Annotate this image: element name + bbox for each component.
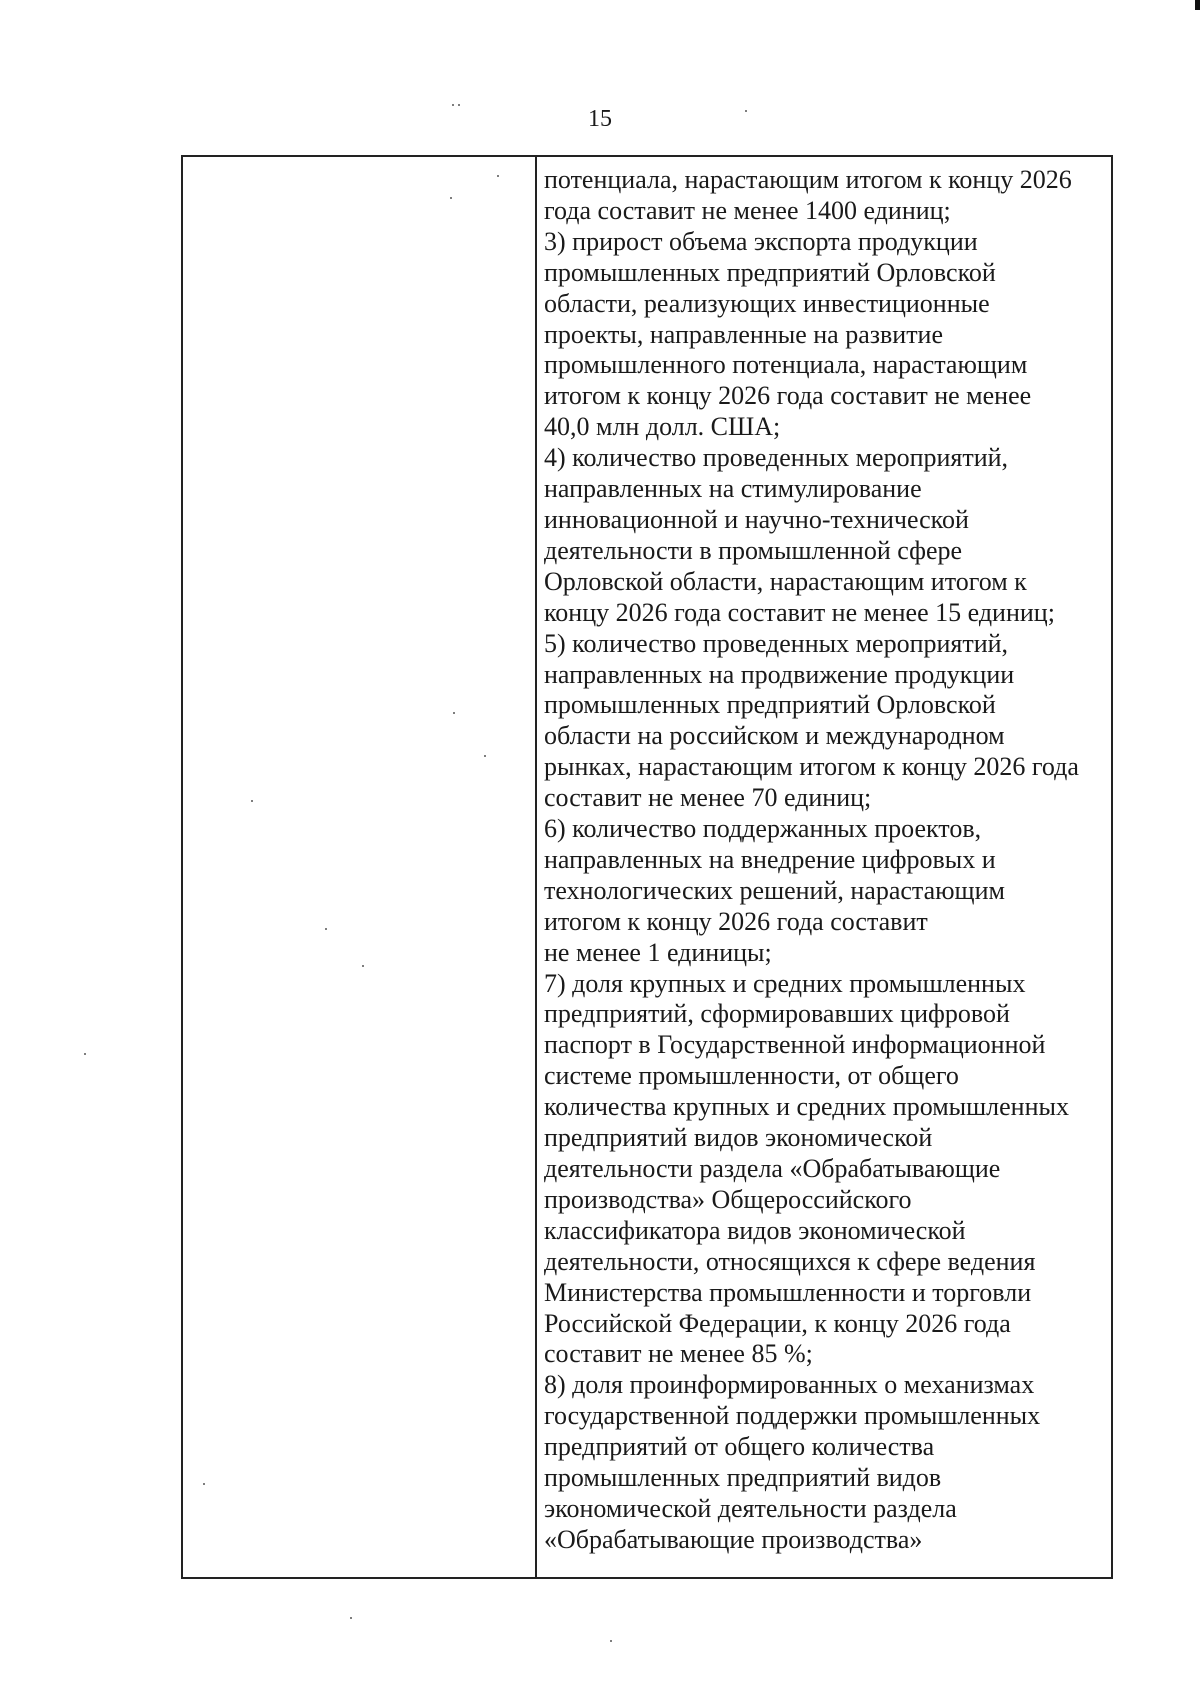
text-line: Министерства промышленности и торговли	[544, 1277, 1032, 1307]
table-cell-right	[537, 157, 1111, 1577]
text-line: проекты, направленные на развитие	[544, 319, 944, 349]
table-cell-left	[183, 157, 537, 1577]
scan-speck	[325, 928, 327, 930]
text-line: потенциала, нарастающим итогом к концу 2026	[544, 165, 1072, 194]
scan-speck	[450, 197, 452, 199]
text-line: Орловской области, нарастающим итогом к	[544, 566, 1027, 596]
text-line: концу 2026 года составит не менее 15 единиц;	[544, 597, 1055, 627]
scan-speck	[362, 965, 364, 967]
text-line: инновационной и научно-технической	[544, 504, 969, 534]
scan-speck	[458, 104, 460, 106]
text-line: деятельности, относящихся к сфере ведения	[544, 1246, 1036, 1276]
document-table	[181, 155, 1113, 1579]
scan-speck	[84, 1053, 86, 1055]
text-line: промышленных предприятий видов	[544, 1463, 942, 1493]
text-line: производства» Общероссийского	[544, 1184, 912, 1214]
text-line: системе промышленности, от общего	[544, 1061, 959, 1091]
text-line: классификатора видов экономической	[544, 1215, 966, 1245]
text-line: итогом к концу 2026 года составит не менее	[544, 381, 1032, 411]
text-line: 7) доля крупных и средних промышленных	[544, 968, 1026, 998]
text-line: составит не менее 70 единиц;	[544, 783, 872, 813]
scan-speck	[745, 110, 747, 112]
text-line: 5) количество проведенных мероприятий,	[544, 628, 1009, 658]
text-line: предприятий видов экономической	[544, 1123, 933, 1153]
scan-speck	[484, 755, 486, 757]
scan-speck	[350, 1617, 352, 1619]
text-line: 6) количество поддержанных проектов,	[544, 814, 982, 844]
text-line: промышленных предприятий Орловской	[544, 690, 996, 720]
text-line: государственной поддержки промышленных	[544, 1401, 1041, 1431]
text-line: экономической деятельности раздела	[544, 1493, 957, 1523]
text-line: области, реализующих инвестиционные	[544, 288, 990, 318]
scan-speck	[452, 104, 454, 106]
scan-speck	[203, 1483, 205, 1485]
text-line: промышленных предприятий Орловской	[544, 257, 996, 287]
text-line: Российской Федерации, к концу 2026 года	[544, 1308, 1011, 1338]
text-line: не менее 1 единицы;	[544, 937, 772, 967]
text-line: рынках, нарастающим итогом к концу 2026 года	[544, 752, 1079, 782]
text-line: 4) количество проведенных мероприятий,	[544, 443, 1009, 473]
text-line: предприятий от общего количества	[544, 1432, 935, 1462]
text-line: 3) прирост объема экспорта продукции	[544, 226, 978, 256]
text-line: 8) доля проинформированных о механизмах	[544, 1370, 1035, 1400]
text-line: предприятий, сформировавших цифровой	[544, 999, 1010, 1029]
text-line: года составит не менее 1400 единиц;	[544, 195, 951, 225]
text-line: деятельности раздела «Обрабатывающие	[544, 1154, 1001, 1183]
text-line: паспорт в Государственной информационной	[544, 1030, 1046, 1060]
text-line: 40,0 млн долл. США;	[544, 412, 781, 442]
text-line: промышленного потенциала, нарастающим	[544, 350, 1028, 380]
text-line: количества крупных и средних промышленных	[544, 1092, 1069, 1122]
text-line: направленных на продвижение продукции	[544, 659, 1015, 689]
page-number: 15	[588, 106, 612, 132]
text-line: области на российском и международном	[544, 721, 1005, 751]
scan-speck	[610, 1640, 612, 1642]
scan-speck	[453, 712, 455, 714]
text-line: технологических решений, нарастающим	[544, 875, 1005, 905]
text-line: направленных на внедрение цифровых и	[544, 844, 996, 874]
text-line: составит не менее 85 %;	[544, 1339, 813, 1369]
scan-edge-mark	[1195, 0, 1200, 10]
text-line: направленных на стимулирование	[544, 474, 922, 504]
text-line: «Обрабатывающие производства»	[544, 1524, 923, 1554]
text-line: итогом к концу 2026 года составит	[544, 906, 928, 936]
text-line: деятельности в промышленной сфере	[544, 535, 963, 565]
scan-speck	[497, 175, 499, 177]
scan-speck	[251, 800, 253, 802]
